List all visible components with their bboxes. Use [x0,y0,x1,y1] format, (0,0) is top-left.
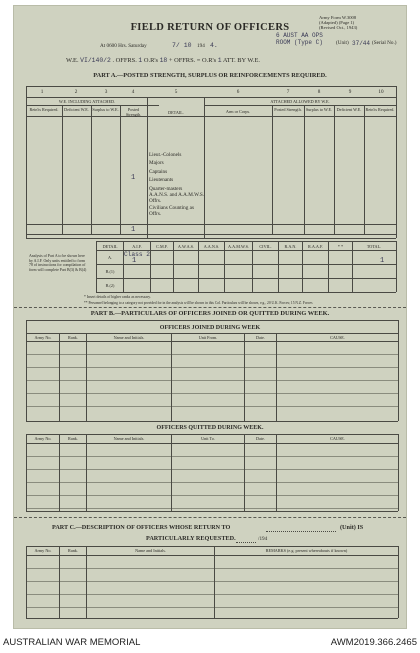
col-num: 4 [131,89,135,95]
rule [364,105,365,234]
part-c-header: Rank. [68,548,78,553]
rule [26,320,398,321]
quitted-header: Name and Initials. [113,436,145,441]
rule [86,434,87,511]
rule [396,241,397,292]
form-sheet [14,6,406,628]
row-line [26,482,398,483]
rule [26,546,398,547]
sub-header: Posted Strength. [125,107,142,117]
attached-allowed-header: ATTACHED ALLOWED BY W.E. [270,99,330,104]
rule [26,443,398,444]
col-num: 2 [74,89,78,95]
col-num: 9 [348,89,352,95]
rule [204,105,396,106]
part-b-title: PART B.—PARTICULARS OF OFFICERS JOINED OR QUITTED DURING WEEK. [90,310,330,317]
footnote: ** Personnel belonging to a category not provided for in the analysis will be shown in this Col. Particulars will be shown, e.g., 20 U.K. Forces; 15 N.Z. Forces [84,301,313,305]
rule [26,618,398,619]
offrs-label: . OFFRS. [112,57,137,64]
sub-header: Arm or Corps. [225,109,251,114]
posted-total-typed: 1 [131,226,136,234]
part-c-header: Name and Initials. [135,548,166,553]
archive-footer [0,633,420,653]
rule [398,546,399,618]
quitted-header: Date. [256,436,265,441]
row-line [26,607,398,608]
grid-header: R.A.N. [284,244,297,249]
footer-left: AUSTRALIAN WAR MEMORIAL [3,637,141,648]
time-line: At 0600 Hrs. Saturday [100,43,147,49]
grid-row-label: A. [107,255,113,260]
rule [276,434,277,511]
quitted-title: OFFICERS QUITTED DURING WEEK. [156,425,264,431]
ors-label: O.R's [143,57,158,64]
serial-number: 37/44 [352,40,371,47]
analysis-note: Analysis of Part A to be shown here by A.I.F. Only units entitled to form 78 of instructions for compilation of form will complete Part B(3) & B(4) [29,254,87,272]
date-year-label: /194 [258,536,268,542]
unit-typed [276,33,323,46]
rule [59,333,60,421]
row-line [26,393,398,394]
rule [26,341,398,342]
rule [120,105,121,234]
requested-label: PARTICULARLY REQUESTED. [146,535,236,542]
rule [244,434,245,511]
rule [26,86,396,87]
date-typed: 7/ 10 [172,42,192,49]
date-blank-line [236,542,256,543]
serial-label: (Serial No.) [372,40,397,46]
col-num: 3 [104,89,108,95]
joined-title: OFFICERS JOINED DURING WEEK [159,325,261,331]
ors-typed: 18 [159,57,168,64]
rule [396,86,397,238]
unit-blank-line [266,531,336,532]
grid-header: C.M.F. [156,244,168,249]
rule [398,434,399,511]
col-num: 8 [317,89,321,95]
sub-header: Posted Strength. [274,107,302,112]
posted-strength-typed: 1 [131,174,136,182]
rule [96,292,396,293]
joined-header: Unit From. [198,335,218,340]
rule [272,105,273,234]
rule [171,434,172,511]
row-line [26,568,398,569]
rule [334,105,335,234]
year-label: 194 [197,43,205,49]
rule [26,434,398,435]
row-line [26,495,398,496]
quitted-header: Rank. [68,436,78,441]
rank-list [149,151,205,217]
rule [171,333,172,421]
part-c-header: REMARKS (e.g. present whereabouts if known) [265,548,348,553]
rule [398,320,399,421]
rule [91,105,92,234]
part-a-title: PART A.—POSTED STRENGTH, SURPLUS OR REINFORCEMENTS REQUIRED. [93,72,327,79]
quitted-header: Unit To. [201,436,215,441]
rule [214,546,215,618]
rule [26,238,396,239]
total-row-typed: 1 [380,257,385,265]
adapted-label: (Adapted) (Page 1) [319,20,355,25]
grid-header: A.A.M.W.S. [228,244,249,249]
year-suffix: 4. [210,42,218,49]
grid-header: * * [337,244,344,249]
rule [26,105,159,106]
rule [26,224,396,225]
rule [147,97,148,238]
sub-header: Deficient W.E. [64,107,89,112]
row-line [26,581,398,582]
row-line [26,456,398,457]
att-typed: 1 [217,57,222,64]
rule [59,546,60,618]
rank-item: Civilians Counting as Offrs. [149,205,194,217]
joined-header: Name and Initials. [113,335,145,340]
rule [26,333,398,334]
col-num: 6 [236,89,240,95]
rule [304,105,305,234]
revised-label: (Revised Oct., 1943) [319,25,358,30]
rule [26,421,398,422]
row-line [26,406,398,407]
joined-header: Rank. [68,335,78,340]
footer-right: AWM2019.366.2465 [330,637,417,648]
aif-typed: 1 [132,257,137,265]
rule [96,264,396,265]
rule [26,511,398,512]
grid-header: R.A.A.F. [307,244,324,249]
grid-header: A.W.A.S. [177,244,195,249]
class-typed: Class 2 [124,251,150,258]
row-line [26,380,398,381]
detail-header: DETAIL. [168,110,184,115]
sub-header: Rein'ts Required. [29,107,59,112]
joined-header: CAUSE. [330,335,345,340]
joined-header: Date. [256,335,265,340]
row-line [26,508,398,509]
rule [96,241,396,242]
rank-item: Lieut.-Colonels [149,152,182,158]
row-line [26,594,398,595]
footnote: * Insert details of higher ranks as necessary. [84,295,151,299]
grid-header: DETAIL [102,244,118,249]
we-line [66,57,260,64]
grid-header: CIVIL. [259,244,272,249]
rule [26,116,396,117]
att-label: ATT. BY W.E. [222,57,260,64]
col-num: 7 [286,89,290,95]
rule [26,434,27,511]
grid-header: A.A.N.S. [203,244,220,249]
unit-name-line1: 6 AUST AA OPS [276,32,323,39]
joined-header: Army No. [34,335,52,340]
part-c-title: PART C.—DESCRIPTION OF OFFICERS WHOSE RETURN TO [52,524,231,531]
unit-label: (Unit) [336,40,349,46]
grid-row-label: B.(1) [105,269,115,274]
dashed-divider [14,517,406,518]
sub-header: Rein'ts Required. [365,107,395,112]
quitted-header: CAUSE. [330,436,345,441]
dashed-divider [14,307,406,308]
rank-item: Quarter-masters [149,185,183,192]
grid-row-label: B.(2) [105,283,115,288]
unit-name-line2: ROOM (Type C) [276,38,323,46]
rule [244,333,245,421]
rule [59,434,60,511]
rule [26,555,398,556]
col-num: 5 [174,89,178,95]
rank-item: A.A.N.S. and A.A.M.W.S. Offrs. [149,192,205,204]
part-c-header: Army No. [34,548,52,553]
rule [62,105,63,234]
army-form-number: Army Form W.3008 [319,15,357,20]
we-typed: VI/140/2 [80,57,111,64]
rank-item: Captains [149,168,168,175]
ors2-label: O.R's [202,57,217,64]
rule [86,546,87,618]
offrs2-label: + OFFRS. = [168,57,201,64]
col-num: 10 [378,89,384,95]
offrs-typed: 1 [138,57,143,64]
col-num: 1 [40,89,44,95]
row-line [26,354,398,355]
quitted-header: Army No. [34,436,52,441]
rule [96,278,396,279]
row-line [26,367,398,368]
row-line [26,469,398,470]
we-attached-header: W.E. INCLUDING ATTACHED. [58,99,116,104]
sub-header: Deficient W.E. [336,107,362,112]
rule [26,97,396,98]
rule [86,333,87,421]
rule [26,546,27,618]
page-title: FIELD RETURN OF OFFICERS [130,22,290,33]
unit-is-label: (Unit) IS [340,524,364,531]
rank-item: Majors [149,160,164,167]
we-label: W.E. [66,57,79,64]
rank-item: Lieutenants [149,177,174,184]
grid-header: A.I.F. [132,244,142,249]
grid-header: TOTAL. [366,244,382,249]
sub-header: Surplus to W.E. [92,107,119,112]
rule [276,333,277,421]
sub-header: Surplus to W.E. [305,107,333,112]
rule [26,234,396,235]
